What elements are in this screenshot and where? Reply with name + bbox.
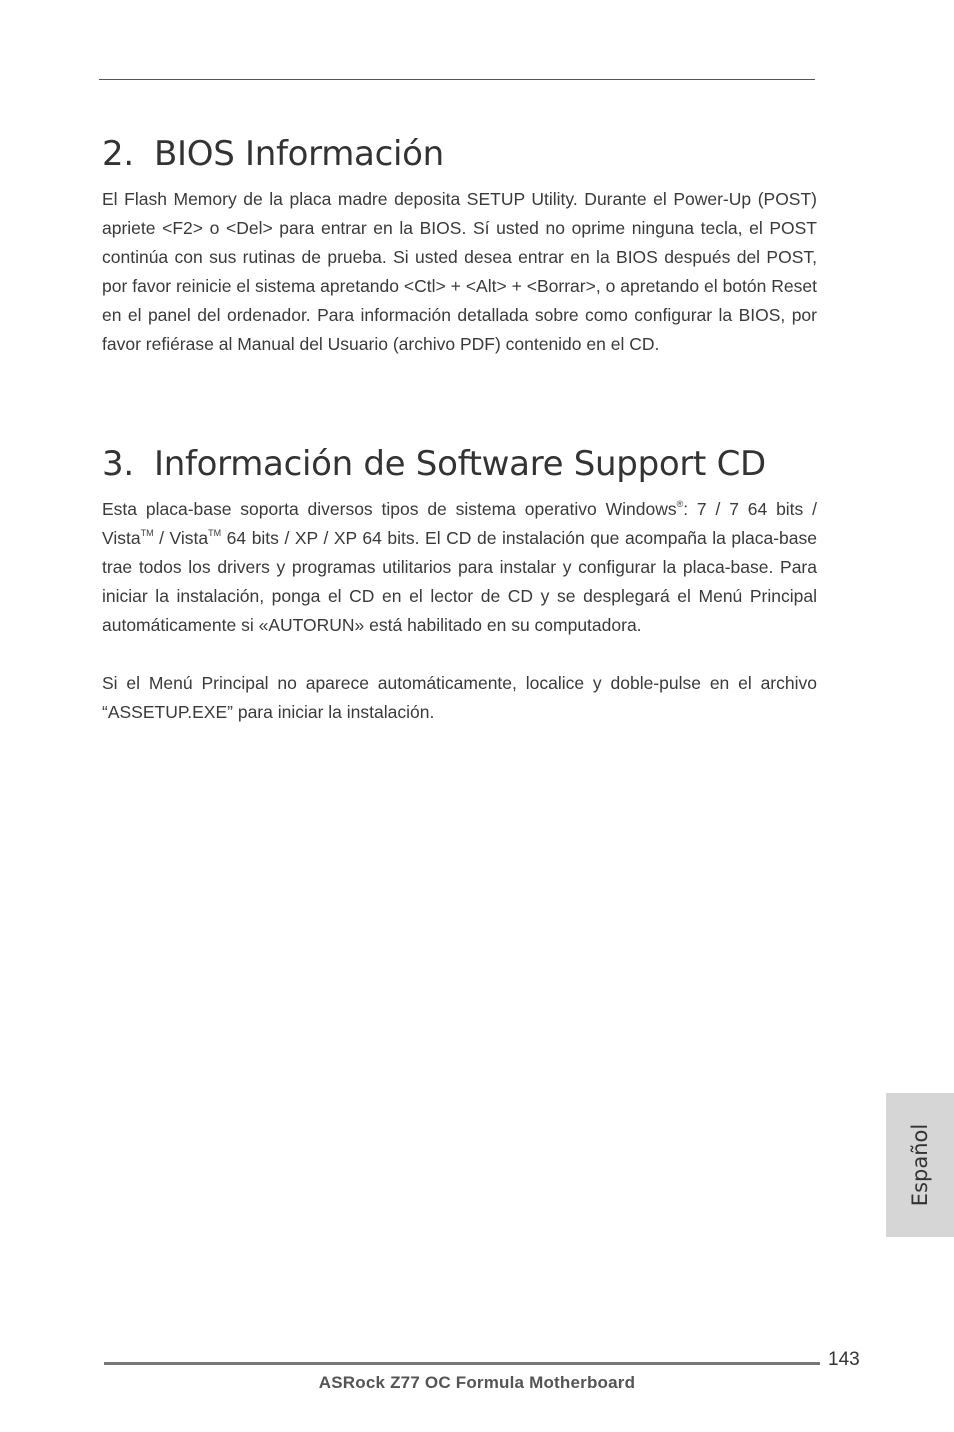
section-2-number: 2. [102, 134, 134, 174]
footer-title: ASRock Z77 OC Formula Motherboard [318, 1373, 636, 1392]
section-3-paragraph-2: Si el Menú Principal no aparece automáticamente, localice y doble-pulse en el archivo “ASSETUP.EXE” para iniciar la instalación. [102, 673, 817, 722]
footer-rule [104, 1362, 820, 1365]
os-text-2: : 7 / 7 64 bits / Vista [102, 499, 817, 548]
os-text-1: Esta placa-base soporta diversos tipos de sistema operativo Windows [102, 499, 677, 519]
trademark-1: TM [140, 528, 154, 538]
section-3-heading [102, 444, 766, 484]
section-3-paragraph-1 [102, 495, 817, 640]
language-tab [886, 1093, 954, 1237]
os-text-3: / Vista [153, 528, 209, 548]
header-rule [99, 79, 815, 80]
section-2-paragraph: El Flash Memory de la placa madre deposita SETUP Utility. Durante el Power-Up (POST) apriete <F2> o <Del> para entrar en la BIOS. Sí usted no oprime ninguna tecla, el POST continúa con sus rutinas de prueba. Si usted desea entrar en la BIOS después del POST, por favor reinicie el sistema apretando <Ctl> + <Alt> + <Borrar>, o apretando el botón Reset en el panel del ordenador. Para información detallada sobre como configurar la BIOS, por favor refiérase al Manual del Usuario (archivo PDF) contenido en el CD. [102, 189, 817, 354]
registered-mark: ® [676, 499, 684, 509]
page-number: 143 [828, 1349, 860, 1370]
language-tab-label: Español [908, 1123, 932, 1207]
section-2-heading [102, 134, 444, 174]
os-text-4: 64 bits / XP / XP 64 bits. El CD de instalación que acompaña la placa-base trae todos los drivers y programas utilitarios para instalar y configurar la placa-base. Para iniciar la instalación, ponga el CD en el lector de CD y se desplegará el Menú Principal automáticamente si «AUTORUN» está habilitado en su computadora. [102, 528, 817, 635]
trademark-2: TM [208, 528, 222, 538]
section-2-title: BIOS Información [154, 134, 444, 174]
section-3-title: Información de Software Support CD [154, 444, 766, 484]
section-3-number: 3. [102, 444, 134, 484]
